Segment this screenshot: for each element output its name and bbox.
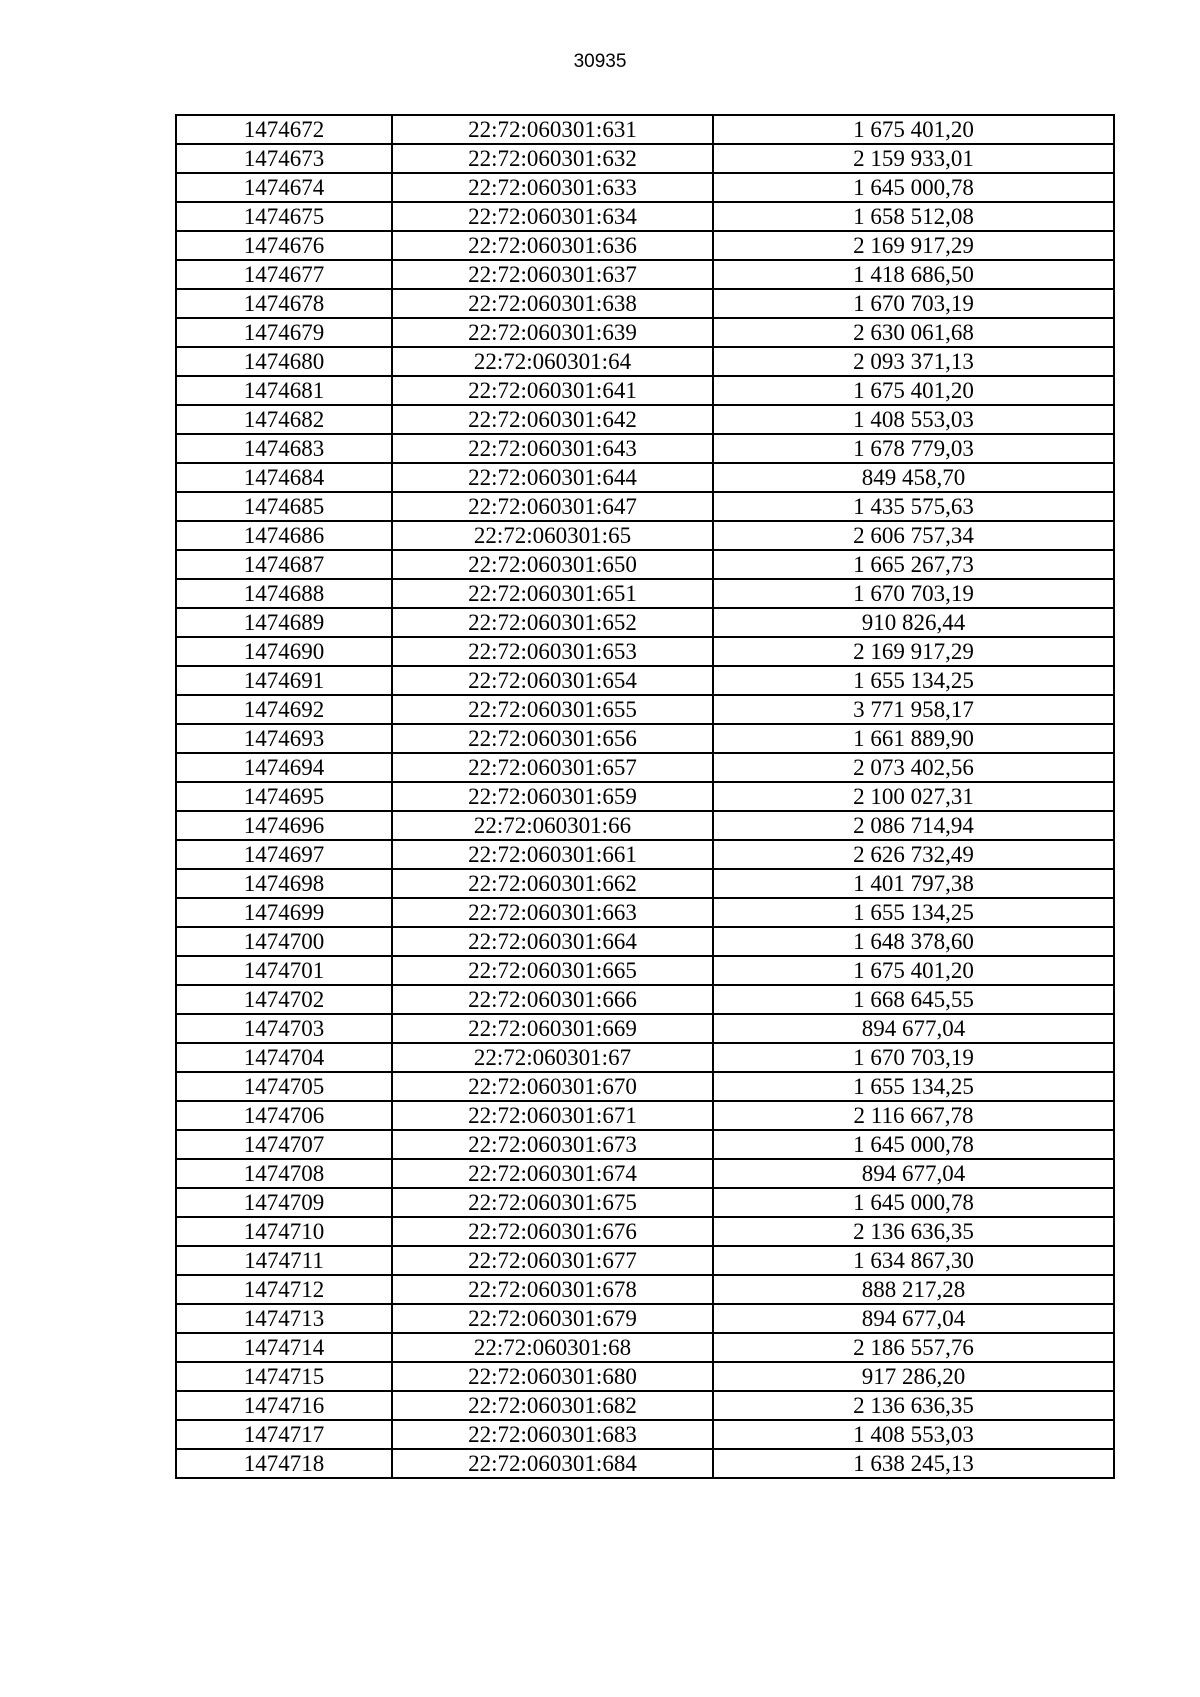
table-row: [176, 840, 1114, 869]
cadastral-number-cell: 22:72:060301:655: [392, 695, 713, 724]
cadastral-number-cell: 22:72:060301:642: [392, 405, 713, 434]
cadastral-value-cell: 1 645 000,78: [713, 1188, 1114, 1217]
row-number-cell: 1474677: [176, 260, 392, 289]
table-row: [176, 1246, 1114, 1275]
cadastral-number-cell: 22:72:060301:664: [392, 927, 713, 956]
row-number-cell: 1474699: [176, 898, 392, 927]
row-number-cell: 1474717: [176, 1420, 392, 1449]
row-number-cell: 1474686: [176, 521, 392, 550]
cadastral-number-cell: 22:72:060301:641: [392, 376, 713, 405]
cadastral-value-cell: 1 665 267,73: [713, 550, 1114, 579]
row-number-cell: 1474695: [176, 782, 392, 811]
cadastral-number-cell: 22:72:060301:650: [392, 550, 713, 579]
cadastral-number-cell: 22:72:060301:684: [392, 1449, 713, 1478]
table-row: [176, 1188, 1114, 1217]
row-number-cell: 1474694: [176, 753, 392, 782]
cadastral-value-cell: 1 678 779,03: [713, 434, 1114, 463]
cadastral-number-cell: 22:72:060301:638: [392, 289, 713, 318]
cadastral-value-cell: 2 159 933,01: [713, 144, 1114, 173]
cadastral-number-cell: 22:72:060301:663: [392, 898, 713, 927]
cadastral-value-cell: 894 677,04: [713, 1159, 1114, 1188]
cadastral-number-cell: 22:72:060301:644: [392, 463, 713, 492]
page-number: 30935: [573, 51, 627, 72]
cadastral-value-cell: 2 169 917,29: [713, 637, 1114, 666]
table-row: [176, 1130, 1114, 1159]
cadastral-number-cell: 22:72:060301:670: [392, 1072, 713, 1101]
table-row: [176, 376, 1114, 405]
row-number-cell: 1474708: [176, 1159, 392, 1188]
cadastral-value-cell: 2 136 636,35: [713, 1391, 1114, 1420]
cadastral-number-cell: 22:72:060301:657: [392, 753, 713, 782]
cadastral-value-cell: 894 677,04: [713, 1304, 1114, 1333]
row-number-cell: 1474700: [176, 927, 392, 956]
cadastral-number-cell: 22:72:060301:632: [392, 144, 713, 173]
cadastral-value-cell: 1 675 401,20: [713, 376, 1114, 405]
table-row: [176, 811, 1114, 840]
cadastral-value-cell: 1 655 134,25: [713, 1072, 1114, 1101]
table-row: [176, 289, 1114, 318]
table-row: [176, 405, 1114, 434]
table-row: [176, 231, 1114, 260]
cadastral-number-cell: 22:72:060301:656: [392, 724, 713, 753]
row-number-cell: 1474684: [176, 463, 392, 492]
cadastral-number-cell: 22:72:060301:654: [392, 666, 713, 695]
cadastral-number-cell: 22:72:060301:674: [392, 1159, 713, 1188]
cadastral-number-cell: 22:72:060301:643: [392, 434, 713, 463]
cadastral-value-cell: 2 073 402,56: [713, 753, 1114, 782]
cadastral-value-cell: 2 093 371,13: [713, 347, 1114, 376]
row-number-cell: 1474690: [176, 637, 392, 666]
table-row: [176, 608, 1114, 637]
cadastral-value-cell: 1 661 889,90: [713, 724, 1114, 753]
row-number-cell: 1474698: [176, 869, 392, 898]
row-number-cell: 1474685: [176, 492, 392, 521]
row-number-cell: 1474712: [176, 1275, 392, 1304]
row-number-cell: 1474691: [176, 666, 392, 695]
cadastral-number-cell: 22:72:060301:647: [392, 492, 713, 521]
cadastral-number-cell: 22:72:060301:665: [392, 956, 713, 985]
cadastral-value-cell: 1 675 401,20: [713, 115, 1114, 144]
row-number-cell: 1474693: [176, 724, 392, 753]
table-row: [176, 724, 1114, 753]
table-row: [176, 753, 1114, 782]
cadastral-value-cell: 2 169 917,29: [713, 231, 1114, 260]
table-row: [176, 463, 1114, 492]
table-row: [176, 1159, 1114, 1188]
cadastral-number-cell: 22:72:060301:669: [392, 1014, 713, 1043]
cadastral-number-cell: 22:72:060301:683: [392, 1420, 713, 1449]
cadastral-value-table: [175, 114, 1115, 1479]
row-number-cell: 1474707: [176, 1130, 392, 1159]
cadastral-value-cell: 2 116 667,78: [713, 1101, 1114, 1130]
cadastral-number-cell: 22:72:060301:661: [392, 840, 713, 869]
cadastral-number-cell: 22:72:060301:639: [392, 318, 713, 347]
table-row: [176, 1275, 1114, 1304]
table-row: [176, 1304, 1114, 1333]
table-row: [176, 666, 1114, 695]
table-row: [176, 1420, 1114, 1449]
cadastral-value-cell: 2 606 757,34: [713, 521, 1114, 550]
row-number-cell: 1474714: [176, 1333, 392, 1362]
table-body: [176, 115, 1114, 1478]
table-row: [176, 782, 1114, 811]
cadastral-value-cell: 1 648 378,60: [713, 927, 1114, 956]
cadastral-value-cell: 1 658 512,08: [713, 202, 1114, 231]
cadastral-number-cell: 22:72:060301:66: [392, 811, 713, 840]
cadastral-number-cell: 22:72:060301:671: [392, 1101, 713, 1130]
cadastral-number-cell: 22:72:060301:679: [392, 1304, 713, 1333]
cadastral-number-cell: 22:72:060301:651: [392, 579, 713, 608]
cadastral-number-cell: 22:72:060301:666: [392, 985, 713, 1014]
table-row: [176, 521, 1114, 550]
table-row: [176, 115, 1114, 144]
row-number-cell: 1474676: [176, 231, 392, 260]
cadastral-value-cell: 1 418 686,50: [713, 260, 1114, 289]
cadastral-number-cell: 22:72:060301:673: [392, 1130, 713, 1159]
row-number-cell: 1474704: [176, 1043, 392, 1072]
cadastral-value-cell: 1 645 000,78: [713, 173, 1114, 202]
cadastral-number-cell: 22:72:060301:637: [392, 260, 713, 289]
cadastral-value-cell: 2 086 714,94: [713, 811, 1114, 840]
cadastral-number-cell: 22:72:060301:634: [392, 202, 713, 231]
row-number-cell: 1474697: [176, 840, 392, 869]
cadastral-number-cell: 22:72:060301:68: [392, 1333, 713, 1362]
row-number-cell: 1474689: [176, 608, 392, 637]
row-number-cell: 1474718: [176, 1449, 392, 1478]
cadastral-value-cell: 1 645 000,78: [713, 1130, 1114, 1159]
table-row: [176, 1362, 1114, 1391]
cadastral-number-cell: 22:72:060301:631: [392, 115, 713, 144]
cadastral-value-cell: 1 668 645,55: [713, 985, 1114, 1014]
cadastral-number-cell: 22:72:060301:652: [392, 608, 713, 637]
table-row: [176, 173, 1114, 202]
row-number-cell: 1474711: [176, 1246, 392, 1275]
table-row: [176, 1449, 1114, 1478]
cadastral-number-cell: 22:72:060301:675: [392, 1188, 713, 1217]
row-number-cell: 1474688: [176, 579, 392, 608]
cadastral-value-cell: 910 826,44: [713, 608, 1114, 637]
cadastral-value-cell: 917 286,20: [713, 1362, 1114, 1391]
table-row: [176, 318, 1114, 347]
row-number-cell: 1474703: [176, 1014, 392, 1043]
table-row: [176, 898, 1114, 927]
cadastral-value-cell: 1 655 134,25: [713, 898, 1114, 927]
cadastral-value-cell: 894 677,04: [713, 1014, 1114, 1043]
cadastral-value-cell: 1 655 134,25: [713, 666, 1114, 695]
table-row: [176, 1333, 1114, 1362]
table-row: [176, 202, 1114, 231]
table-row: [176, 550, 1114, 579]
cadastral-value-cell: 1 435 575,63: [713, 492, 1114, 521]
row-number-cell: 1474710: [176, 1217, 392, 1246]
cadastral-number-cell: 22:72:060301:659: [392, 782, 713, 811]
row-number-cell: 1474715: [176, 1362, 392, 1391]
cadastral-value-cell: 849 458,70: [713, 463, 1114, 492]
cadastral-value-cell: 1 401 797,38: [713, 869, 1114, 898]
cadastral-value-cell: 1 408 553,03: [713, 1420, 1114, 1449]
cadastral-number-cell: 22:72:060301:678: [392, 1275, 713, 1304]
cadastral-number-cell: 22:72:060301:653: [392, 637, 713, 666]
row-number-cell: 1474713: [176, 1304, 392, 1333]
cadastral-number-cell: 22:72:060301:65: [392, 521, 713, 550]
cadastral-value-cell: 2 626 732,49: [713, 840, 1114, 869]
row-number-cell: 1474683: [176, 434, 392, 463]
table-row: [176, 927, 1114, 956]
table-row: [176, 1217, 1114, 1246]
row-number-cell: 1474705: [176, 1072, 392, 1101]
row-number-cell: 1474672: [176, 115, 392, 144]
row-number-cell: 1474678: [176, 289, 392, 318]
row-number-cell: 1474679: [176, 318, 392, 347]
cadastral-number-cell: 22:72:060301:636: [392, 231, 713, 260]
row-number-cell: 1474709: [176, 1188, 392, 1217]
table-row: [176, 637, 1114, 666]
cadastral-number-cell: 22:72:060301:633: [392, 173, 713, 202]
table-row: [176, 1391, 1114, 1420]
cadastral-value-cell: 2 136 636,35: [713, 1217, 1114, 1246]
table-row: [176, 1014, 1114, 1043]
cadastral-number-cell: 22:72:060301:662: [392, 869, 713, 898]
row-number-cell: 1474701: [176, 956, 392, 985]
row-number-cell: 1474692: [176, 695, 392, 724]
cadastral-value-cell: 1 408 553,03: [713, 405, 1114, 434]
cadastral-value-cell: 1 634 867,30: [713, 1246, 1114, 1275]
cadastral-number-cell: 22:72:060301:677: [392, 1246, 713, 1275]
table-row: [176, 144, 1114, 173]
table-row: [176, 579, 1114, 608]
row-number-cell: 1474674: [176, 173, 392, 202]
table-row: [176, 492, 1114, 521]
table-row: [176, 434, 1114, 463]
row-number-cell: 1474673: [176, 144, 392, 173]
row-number-cell: 1474681: [176, 376, 392, 405]
table-row: [176, 347, 1114, 376]
cadastral-value-cell: 1 670 703,19: [713, 1043, 1114, 1072]
cadastral-number-cell: 22:72:060301:67: [392, 1043, 713, 1072]
row-number-cell: 1474706: [176, 1101, 392, 1130]
table-row: [176, 1043, 1114, 1072]
row-number-cell: 1474682: [176, 405, 392, 434]
row-number-cell: 1474687: [176, 550, 392, 579]
row-number-cell: 1474716: [176, 1391, 392, 1420]
table-row: [176, 1072, 1114, 1101]
cadastral-value-cell: 3 771 958,17: [713, 695, 1114, 724]
cadastral-value-cell: 1 670 703,19: [713, 289, 1114, 318]
cadastral-number-cell: 22:72:060301:676: [392, 1217, 713, 1246]
table-row: [176, 956, 1114, 985]
cadastral-value-cell: 1 670 703,19: [713, 579, 1114, 608]
cadastral-number-cell: 22:72:060301:682: [392, 1391, 713, 1420]
cadastral-value-cell: 2 100 027,31: [713, 782, 1114, 811]
cadastral-value-cell: 2 630 061,68: [713, 318, 1114, 347]
cadastral-value-cell: 1 675 401,20: [713, 956, 1114, 985]
cadastral-value-cell: 888 217,28: [713, 1275, 1114, 1304]
table-row: [176, 985, 1114, 1014]
cadastral-value-cell: 2 186 557,76: [713, 1333, 1114, 1362]
row-number-cell: 1474702: [176, 985, 392, 1014]
cadastral-number-cell: 22:72:060301:64: [392, 347, 713, 376]
row-number-cell: 1474696: [176, 811, 392, 840]
cadastral-value-cell: 1 638 245,13: [713, 1449, 1114, 1478]
table-row: [176, 695, 1114, 724]
table-row: [176, 260, 1114, 289]
table-row: [176, 1101, 1114, 1130]
row-number-cell: 1474675: [176, 202, 392, 231]
table-row: [176, 869, 1114, 898]
cadastral-number-cell: 22:72:060301:680: [392, 1362, 713, 1391]
row-number-cell: 1474680: [176, 347, 392, 376]
